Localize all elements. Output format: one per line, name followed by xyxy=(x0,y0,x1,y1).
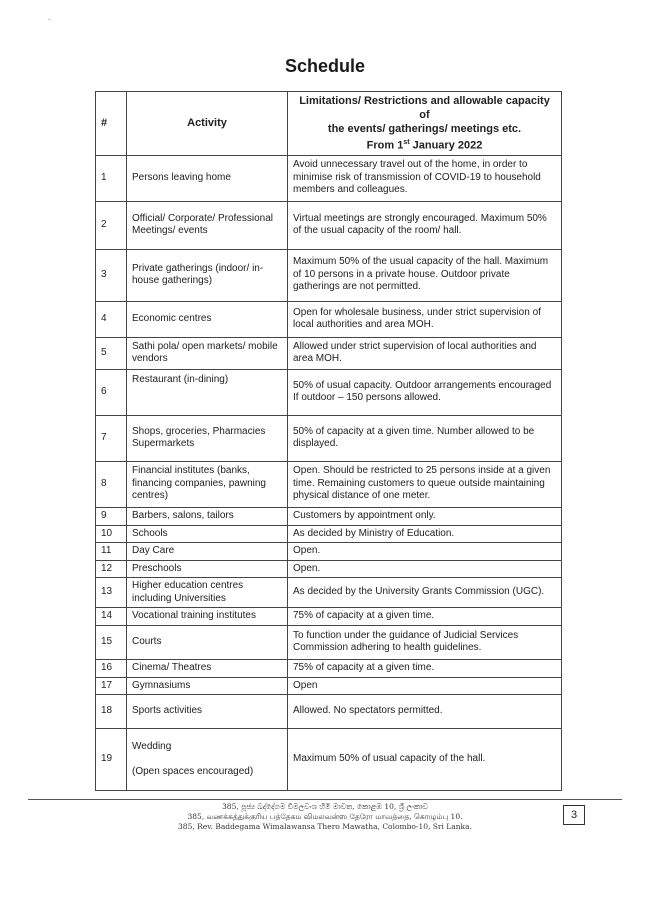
header-number: # xyxy=(96,92,127,156)
table-row xyxy=(96,507,562,525)
row-activity xyxy=(127,729,288,791)
row-activity: Sports activities xyxy=(127,695,288,729)
row-limit: Avoid unnecessary travel out of the home, in order to minimise risk of transmission of COVID-19 to household members and colleagues. xyxy=(288,155,562,201)
row-number: 11 xyxy=(96,543,127,561)
row-limit: 75% of capacity at a given time. xyxy=(288,659,562,677)
row-activity: Sathi pola/ open markets/ mobile vendors xyxy=(127,337,288,369)
row-activity: Schools xyxy=(127,525,288,543)
row-limit: 75% of capacity at a given time. xyxy=(288,608,562,626)
table-row xyxy=(96,578,562,608)
footer-divider xyxy=(28,799,622,800)
row-activity: Official/ Corporate/ Professional Meetings/ events xyxy=(127,201,288,249)
table-header-row xyxy=(96,92,562,156)
row-number: 3 xyxy=(96,249,127,301)
row-activity: Higher education centres including Universities xyxy=(127,578,288,608)
row-number: 5 xyxy=(96,337,127,369)
row-number: 16 xyxy=(96,659,127,677)
header-limitations-line3 xyxy=(293,136,556,153)
table-row xyxy=(96,249,562,301)
header-limitations-line1: Limitations/ Restrictions and allowable capacity of xyxy=(299,95,550,121)
row-limit: Virtual meetings are strongly encouraged. Maximum 50% of the usual capacity of the room/ hall. xyxy=(288,201,562,249)
row-number: 4 xyxy=(96,301,127,337)
row-number: 13 xyxy=(96,578,127,608)
row-limit: Customers by appointment only. xyxy=(288,507,562,525)
header-date-prefix: From 1 xyxy=(366,139,404,152)
row-activity-note: (Open spaces encouraged) xyxy=(132,765,254,777)
row-limit: Allowed. No spectators permitted. xyxy=(288,695,562,729)
row-number: 8 xyxy=(96,461,127,507)
table-row xyxy=(96,369,562,415)
row-limit: Maximum 50% of usual capacity of the hall. xyxy=(288,729,562,791)
row-limit: 50% of usual capacity. Outdoor arrangements encouraged If outdoor – 150 persons allowed. xyxy=(288,369,562,415)
row-activity: Gymnasiums xyxy=(127,677,288,695)
row-limit: Open. xyxy=(288,560,562,578)
row-limit: Allowed under strict supervision of local authorities and area MOH. xyxy=(288,337,562,369)
footer-address-sinhala: 385, පූජ්‍ය බද්දේගම විමලවංශ හිමි මාවත, කොළඹ 10, ශ්‍රී ලංකාව xyxy=(222,802,428,811)
row-limit: Open xyxy=(288,677,562,695)
table-row xyxy=(96,729,562,791)
row-number: 1 xyxy=(96,155,127,201)
table-row xyxy=(96,543,562,561)
row-limit: As decided by the University Grants Commission (UGC). xyxy=(288,578,562,608)
row-limit: To function under the guidance of Judicial Services Commission adhering to health guidelines. xyxy=(288,625,562,659)
table-row xyxy=(96,560,562,578)
table-row xyxy=(96,677,562,695)
row-limit: Open. Should be restricted to 25 persons inside at a given time. Remaining customers to queue outside maintaining physical distance of one meter. xyxy=(288,461,562,507)
row-activity: Private gatherings (indoor/ in-house gatherings) xyxy=(127,249,288,301)
schedule-table xyxy=(95,91,562,791)
row-activity: Preschools xyxy=(127,560,288,578)
page-title: Schedule xyxy=(284,56,366,76)
header-limitations xyxy=(288,92,562,156)
row-number: 12 xyxy=(96,560,127,578)
row-activity: Financial institutes (banks, financing companies, pawning centres) xyxy=(127,461,288,507)
row-activity: Economic centres xyxy=(127,301,288,337)
row-activity: Shops, groceries, Pharmacies Supermarkets xyxy=(127,415,288,461)
row-number: 15 xyxy=(96,625,127,659)
table-row xyxy=(96,461,562,507)
row-number: 19 xyxy=(96,729,127,791)
footer-address-english: 385, Rev. Baddegama Wimalawansa Thero Mawatha, Colombo-10, Sri Lanka. xyxy=(178,822,472,831)
row-activity: Cinema/ Theatres xyxy=(127,659,288,677)
table-row xyxy=(96,695,562,729)
header-activity: Activity xyxy=(127,92,288,156)
row-activity-title: Wedding xyxy=(132,741,172,753)
row-activity: Vocational training institutes xyxy=(127,608,288,626)
row-number: 6 xyxy=(96,369,127,415)
header-date-suffix: January 2022 xyxy=(409,139,483,152)
row-limit: 50% of capacity at a given time. Number allowed to be displayed. xyxy=(288,415,562,461)
row-activity: Courts xyxy=(127,625,288,659)
table-row xyxy=(96,625,562,659)
row-limit: Maximum 50% of the usual capacity of the hall. Maximum of 10 persons in a private house. Outdoor private gatherings are not permitted. xyxy=(288,249,562,301)
row-activity: Restaurant (in-dining) xyxy=(127,369,288,415)
table-row xyxy=(96,525,562,543)
header-limitations-line2: the events/ gatherings/ meetings etc. xyxy=(327,123,522,135)
row-number: 2 xyxy=(96,201,127,249)
header-date-superscript: st xyxy=(403,139,410,146)
table-row xyxy=(96,301,562,337)
table-row xyxy=(96,415,562,461)
row-number: 14 xyxy=(96,608,127,626)
row-number: 7 xyxy=(96,415,127,461)
row-limit: Open. xyxy=(288,543,562,561)
table-row xyxy=(96,659,562,677)
footer-address-tamil: 385, வணக்கத்துக்குரிய பத்தேகம விமலவன்ஸ தேரோ மாவத்தை, கொழும்பு 10. xyxy=(187,812,463,821)
row-number: 17 xyxy=(96,677,127,695)
row-number: 9 xyxy=(96,507,127,525)
table-row xyxy=(96,608,562,626)
footer-address xyxy=(100,802,550,832)
row-limit: As decided by Ministry of Education. xyxy=(288,525,562,543)
table-row xyxy=(96,201,562,249)
row-limit: Open for wholesale business, under strict supervision of local authorities and area MOH. xyxy=(288,301,562,337)
table-row xyxy=(96,155,562,201)
row-activity: Day Care xyxy=(127,543,288,561)
row-number: 18 xyxy=(96,695,127,729)
row-activity: Barbers, salons, tailors xyxy=(127,507,288,525)
table-row xyxy=(96,337,562,369)
scan-mark: - xyxy=(48,14,51,24)
page-number: 3 xyxy=(563,805,585,825)
row-activity: Persons leaving home xyxy=(127,155,288,201)
row-number: 10 xyxy=(96,525,127,543)
